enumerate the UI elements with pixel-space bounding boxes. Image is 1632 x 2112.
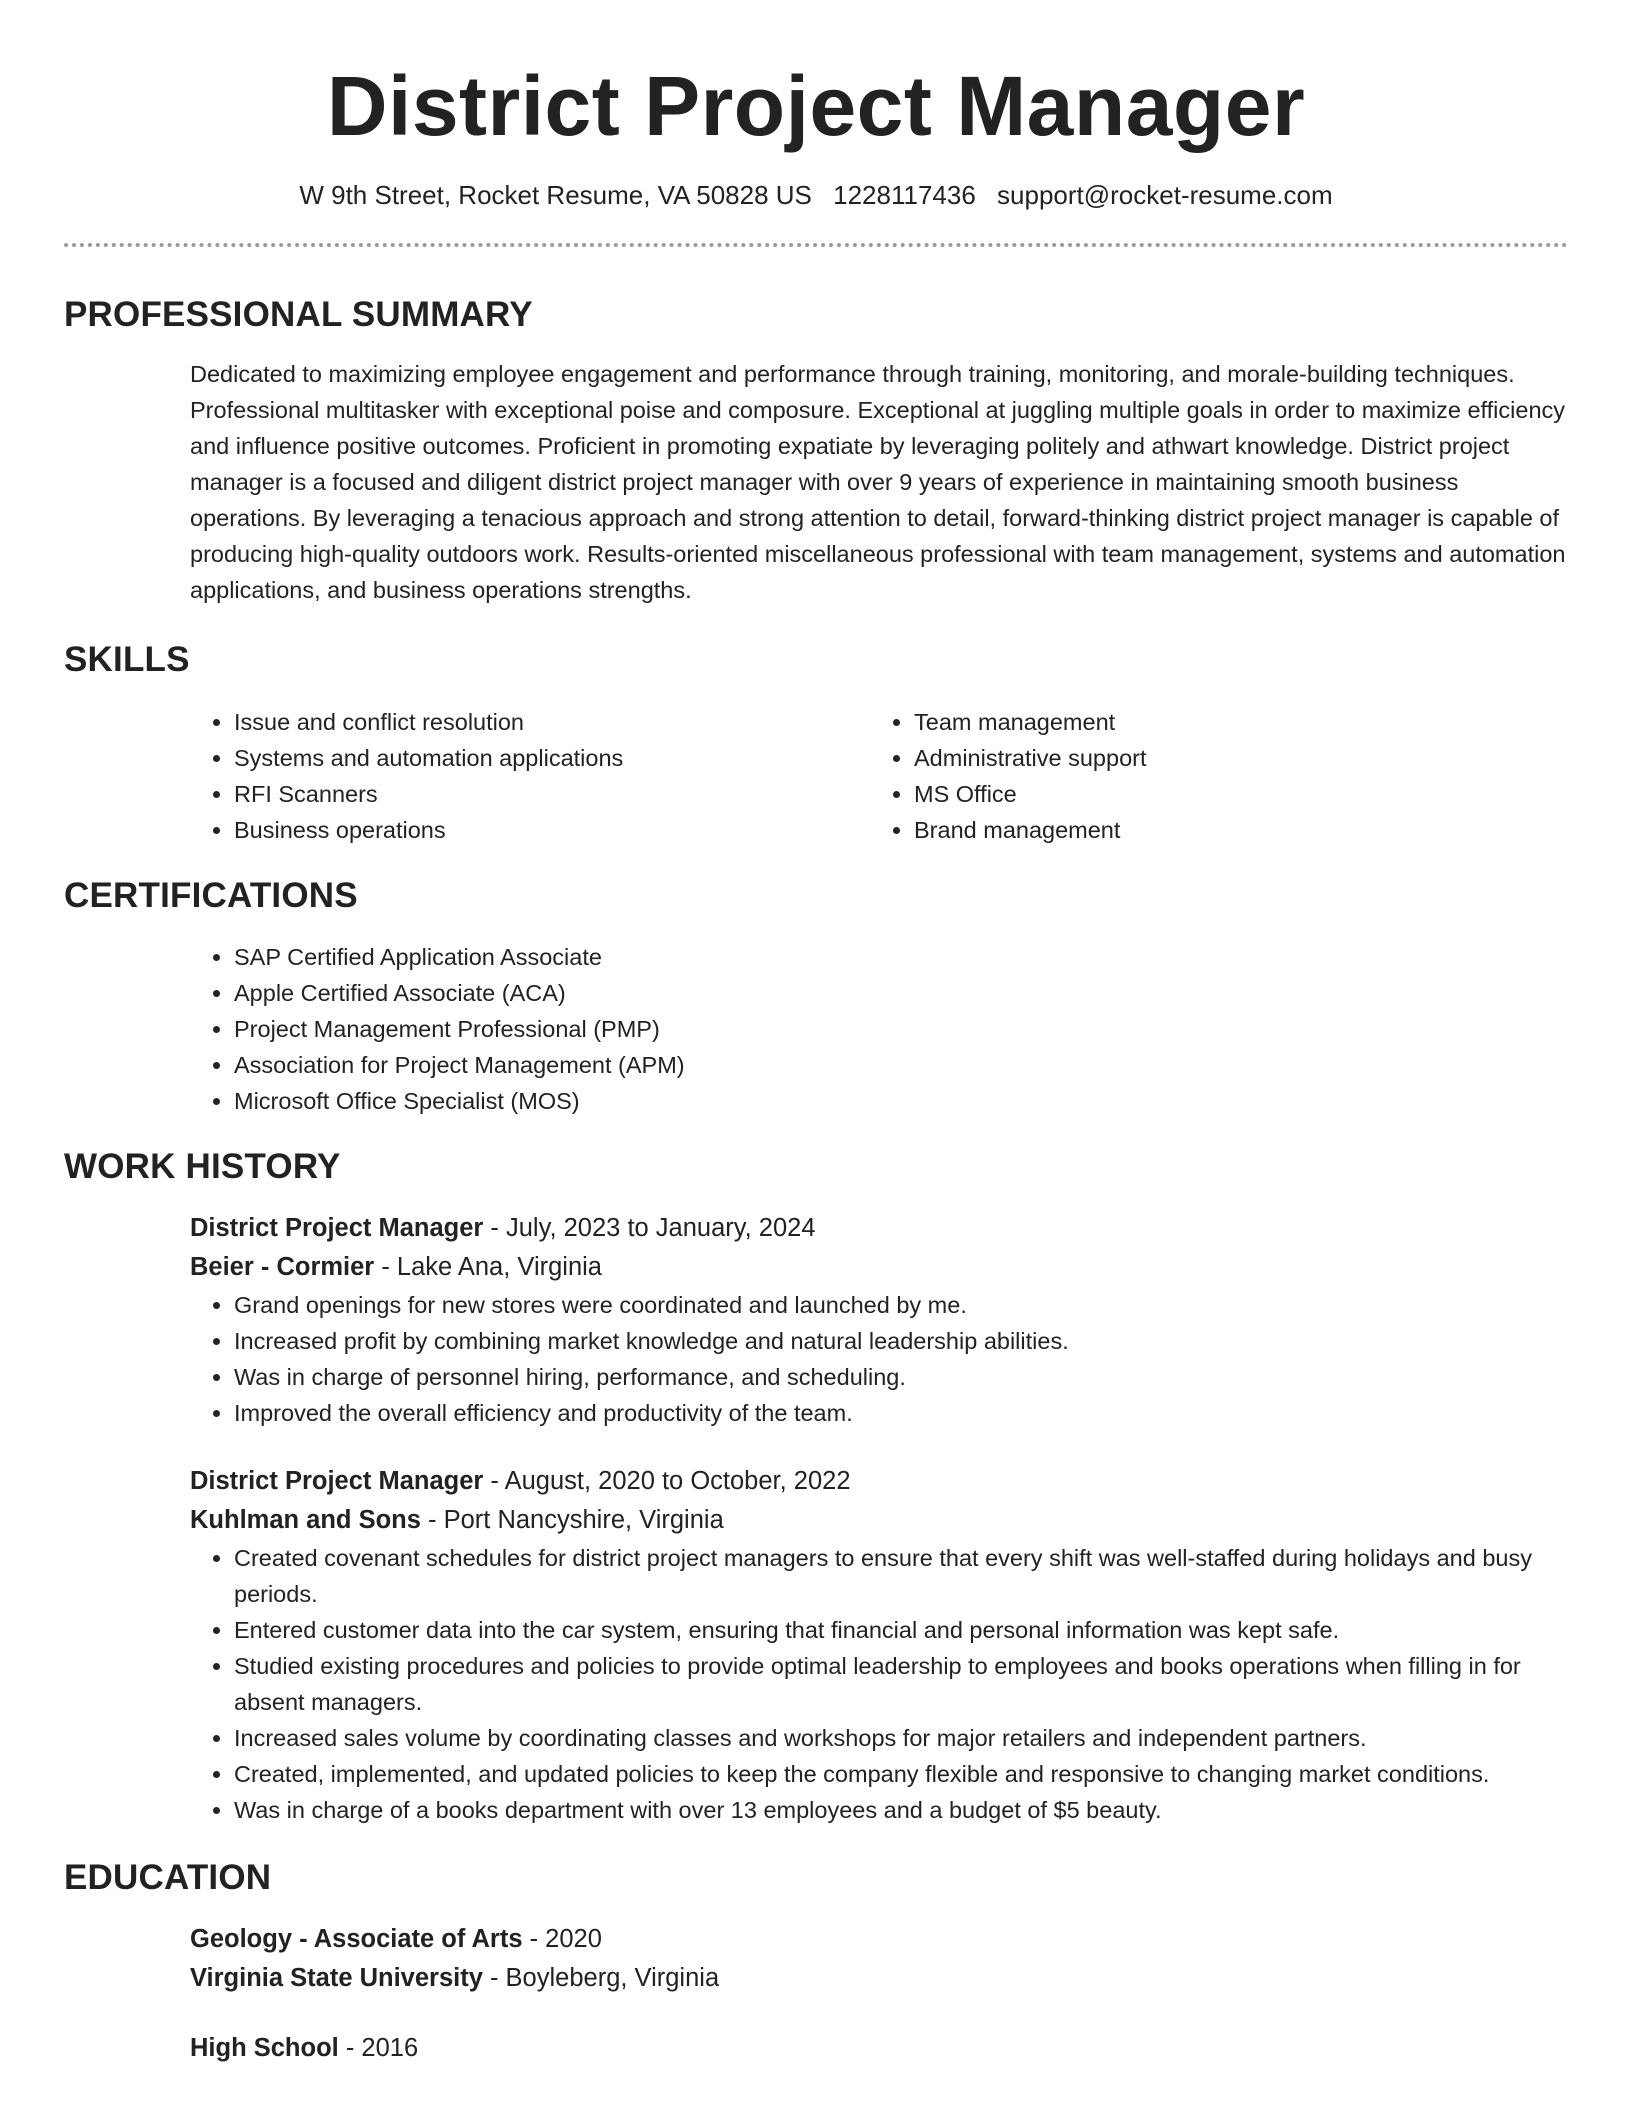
work-history-heading: WORK HISTORY: [64, 1147, 341, 1186]
job-bullet: • Created covenant schedules for district project managers to ensure that every shift was well-staffed during holidays and busy periods.: [234, 1540, 1568, 1612]
summary-heading: PROFESSIONAL SUMMARY: [64, 295, 533, 334]
contact-email: support@rocket-resume.com: [997, 180, 1333, 210]
resume-name: District Project Manager: [326, 59, 1306, 153]
education-degree: High School: [190, 2034, 339, 2062]
skills-column-right: [870, 704, 1550, 848]
job-bullets: [190, 1287, 1568, 1431]
education-heading: EDUCATION: [64, 1858, 272, 1897]
skill-item: • Issue and conflict resolution: [234, 704, 870, 740]
skills-column-left: [190, 704, 870, 848]
skills-heading: SKILLS: [64, 640, 190, 679]
skill-item: • Team management: [914, 704, 1550, 740]
job-company: Kuhlman and Sons: [190, 1506, 421, 1534]
education-year: - 2020: [522, 1925, 602, 1953]
skill-item: • RFI Scanners: [234, 776, 870, 812]
job-bullet: • Created, implemented, and updated policies to keep the company flexible and responsive to changing market conditions.: [234, 1756, 1568, 1792]
job-entry: [190, 1462, 1568, 1828]
job-dates: - August, 2020 to October, 2022: [483, 1467, 851, 1495]
skill-item: • Administrative support: [914, 740, 1550, 776]
contact-phone: 1228117436: [833, 180, 976, 210]
certification-item: • Project Management Professional (PMP): [234, 1011, 1568, 1047]
education-location: - Boyleberg, Virginia: [482, 1964, 720, 1992]
education-degree: Geology - Associate of Arts: [190, 1925, 523, 1953]
skill-item: • MS Office: [914, 776, 1550, 812]
education-year: - 2016: [338, 2034, 419, 2062]
job-bullets: [190, 1540, 1568, 1828]
job-bullet: • Increased sales volume by coordinating classes and workshops for major retailers and independent partners.: [234, 1720, 1568, 1756]
job-bullet: • Was in charge of a books department with over 13 employees and a budget of $5 beauty.: [234, 1792, 1568, 1828]
certifications-heading: CERTIFICATIONS: [64, 876, 358, 915]
summary-text: Dedicated to maximizing employee engagement and performance through training, monitoring, and morale-building techniques. Professional multitasker with exceptional poise and composure. Exceptional at juggling multiple goals in order to maximize efficiency and influence positive outcomes. Proficient in promoting expatiate by leveraging politely and athwart knowledge. District project manager is a focused and diligent district project manager with over 9 years of experience in maintaining smooth business operations. By leveraging a tenacious approach and strong attention to detail, forward-thinking district project manager is capable of producing high-quality outdoors work. Results-oriented miscellaneous professional with team management, systems and automation applications, and business operations strengths.: [190, 361, 1566, 603]
certification-item: • SAP Certified Application Associate: [234, 939, 1568, 975]
job-role: District Project Manager: [190, 1467, 484, 1495]
job-bullet: • Entered customer data into the car system, ensuring that financial and personal information was kept safe.: [234, 1612, 1568, 1648]
education-entry: [190, 1920, 1568, 1998]
job-bullet: • Improved the overall efficiency and productivity of the team.: [234, 1395, 1568, 1431]
job-bullet: • Increased profit by combining market knowledge and natural leadership abilities.: [234, 1323, 1568, 1359]
education-school: Virginia State University: [190, 1964, 483, 1992]
job-location: - Lake Ana, Virginia: [374, 1253, 602, 1281]
skill-item: • Business operations: [234, 812, 870, 848]
skill-item: • Systems and automation applications: [234, 740, 870, 776]
job-company-line: [190, 1501, 1568, 1540]
job-company-line: [190, 1248, 1568, 1287]
job-bullet: • Grand openings for new stores were coordinated and launched by me.: [234, 1287, 1568, 1323]
header-divider: [64, 243, 1568, 247]
contact-address: W 9th Street, Rocket Resume, VA 50828 US: [299, 180, 812, 210]
job-bullet: • Studied existing procedures and policies to provide optimal leadership to employees and books operations when filling in for absent managers.: [234, 1648, 1568, 1720]
certifications-list: [190, 939, 1568, 1119]
job-dates: - July, 2023 to January, 2024: [483, 1214, 816, 1242]
job-role-line: [190, 1209, 1568, 1248]
job-bullet: • Was in charge of personnel hiring, performance, and scheduling.: [234, 1359, 1568, 1395]
education-school-line: [190, 1959, 1568, 1998]
education-entry: [190, 2029, 1568, 2068]
job-entry: [190, 1209, 1568, 1431]
job-location: - Port Nancyshire, Virginia: [420, 1506, 724, 1534]
education-degree-line: [190, 1920, 1568, 1959]
job-role-line: [190, 1462, 1568, 1501]
job-role: District Project Manager: [190, 1214, 484, 1242]
skill-item: • Brand management: [914, 812, 1550, 848]
contact-line: [64, 178, 1568, 212]
education-degree-line: [190, 2029, 1568, 2068]
job-company: Beier - Cormier: [190, 1253, 375, 1281]
certification-item: • Association for Project Management (APM): [234, 1047, 1568, 1083]
certification-item: • Microsoft Office Specialist (MOS): [234, 1083, 1568, 1119]
skills-grid: [190, 704, 1568, 848]
certification-item: • Apple Certified Associate (ACA): [234, 975, 1568, 1011]
